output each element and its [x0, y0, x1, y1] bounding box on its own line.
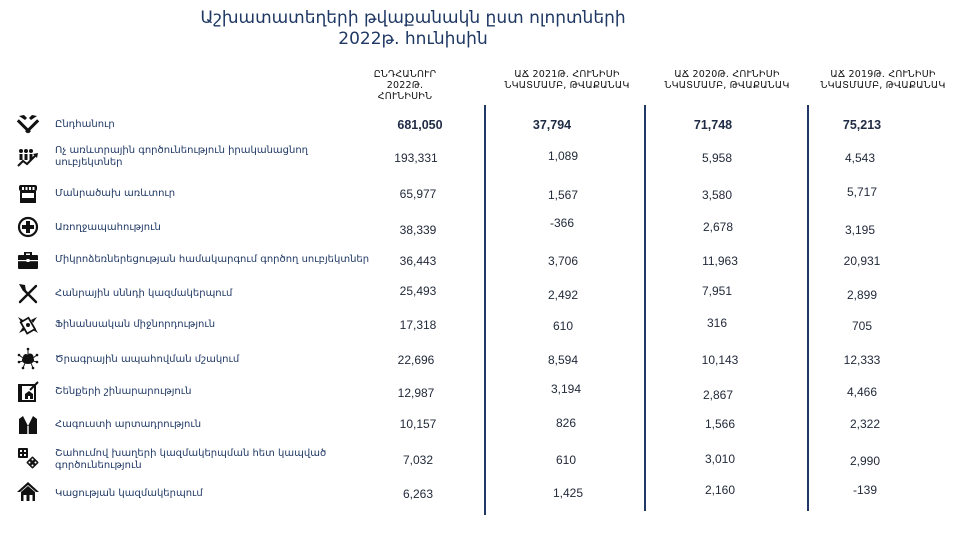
- hammer-pick-icon: [16, 113, 40, 137]
- value-growth-2020: 11,963: [702, 254, 738, 268]
- column-header-line: ԱՃ 2021Թ. ՀՈՒՆԻՍԻ: [514, 69, 620, 80]
- value-growth-2019: 4,543: [844, 151, 876, 165]
- value-total-2022: 25,493: [399, 284, 437, 298]
- row-label: Հագուստի արտադրություն: [55, 419, 202, 430]
- row-label: Հանրային սննդի կազմակերպում: [55, 288, 233, 299]
- value-total-2022: 22,696: [397, 353, 435, 367]
- row-label: Մանրածախ առևտուր: [55, 188, 176, 199]
- table-row: [0, 180, 958, 210]
- title-line-2: 2022թ. հունիսին: [338, 29, 488, 49]
- table-row: [0, 378, 958, 408]
- column-header-line: ԸՆԴՀԱՆՈՒՐ 2022Թ.: [373, 69, 437, 91]
- value-growth-2020: 71,748: [693, 118, 733, 132]
- column-header-line: ԱՃ 2020Թ. ՀՈՒՆԻՍԻ: [674, 69, 780, 80]
- row-label: Կացության կազմակերպում: [55, 488, 203, 499]
- value-growth-2021: 37,794: [532, 118, 572, 132]
- cloud-network-icon: [16, 347, 40, 371]
- suit-jacket-icon: [16, 413, 40, 437]
- value-growth-2019: 12,333: [843, 353, 881, 367]
- value-total-2022: 10,157: [399, 417, 437, 431]
- dice-icon: [16, 446, 40, 470]
- value-growth-2020: 2,678: [702, 220, 734, 234]
- table-row: [0, 143, 958, 173]
- value-total-2022: 6,263: [402, 487, 434, 501]
- row-label: Ընդհանուր: [55, 119, 115, 130]
- value-growth-2020: 2,160: [704, 483, 736, 497]
- value-growth-2019: 5,717: [846, 185, 878, 199]
- value-growth-2020: 1,566: [704, 417, 736, 431]
- blueprint-house-icon: [16, 380, 40, 404]
- value-total-2022: 7,032: [402, 453, 434, 467]
- value-growth-2020: 7,951: [701, 284, 733, 298]
- title-line-1: Աշխատատեղերի թվաքանակն ըստ ոլորտների: [200, 8, 626, 28]
- value-growth-2021: 3,706: [547, 254, 579, 268]
- column-header-total-2022: [355, 69, 455, 102]
- column-header-line: ՆԿԱՏՄԱՄԲ, ԹՎԱՔԱՆԱԿ: [664, 80, 790, 91]
- value-growth-2021: 1,089: [547, 149, 579, 163]
- column-header-line: ՀՈՒՆԻՍԻՆ: [377, 91, 433, 102]
- table-row: [0, 446, 958, 476]
- value-growth-2020: 316: [706, 316, 728, 330]
- medical-cross-icon: [16, 215, 40, 239]
- table-row: [0, 246, 958, 276]
- value-growth-2019: 4,466: [846, 385, 878, 399]
- value-total-2022: 12,987: [397, 386, 435, 400]
- value-growth-2021: 8,594: [547, 353, 579, 367]
- table-row: [0, 279, 958, 309]
- value-growth-2019: 20,931: [843, 254, 881, 268]
- value-growth-2019: 2,990: [849, 454, 881, 468]
- value-growth-2021: 2,492: [547, 288, 579, 302]
- value-growth-2020: 5,958: [701, 151, 733, 165]
- table-row: [0, 345, 958, 375]
- value-growth-2019: 2,899: [846, 288, 878, 302]
- value-growth-2021: 1,425: [552, 486, 584, 500]
- value-growth-2020: 2,867: [702, 388, 734, 402]
- page-title: [0, 8, 826, 50]
- value-growth-2021: 3,194: [550, 382, 582, 396]
- column-header-line: ԱՃ 2019Թ. ՀՈՒՆԻՍԻ: [830, 69, 936, 80]
- value-growth-2020: 10,143: [701, 353, 739, 367]
- table-row: [0, 411, 958, 441]
- value-growth-2020: 3,010: [704, 452, 736, 466]
- column-header-line: ՆԿԱՏՄԱՄԲ, ԹՎԱՔԱՆԱԿ: [504, 80, 630, 91]
- value-growth-2020: 3,580: [701, 188, 733, 202]
- money-wings-icon: [16, 313, 40, 337]
- row-label: Ոչ առևտրային գործունեություն իրականացնող սուբյեկտներ: [55, 145, 309, 168]
- value-growth-2019: 705: [851, 319, 873, 333]
- value-growth-2021: 826: [555, 416, 577, 430]
- row-label: Ֆինանսական միջնորդություն: [55, 319, 216, 330]
- row-label: Միկրոձեռներեցության համակարգում գործող սուբյեկտներ: [55, 254, 370, 265]
- column-header-growth-2019: [808, 69, 958, 91]
- row-label: Առողջապահություն: [55, 222, 161, 233]
- value-growth-2021: 1,567: [547, 188, 579, 202]
- value-growth-2019: 75,213: [842, 118, 882, 132]
- storefront-icon: [16, 182, 40, 206]
- value-growth-2021: -366: [549, 216, 575, 230]
- value-total-2022: 65,977: [399, 187, 437, 201]
- value-growth-2019: 2,322: [849, 417, 881, 431]
- value-total-2022: 17,318: [399, 318, 437, 332]
- fork-knife-icon: [16, 281, 40, 305]
- table-row: [0, 311, 958, 341]
- house-icon: [16, 480, 40, 504]
- column-header-line: ՆԿԱՏՄԱՄԲ, ԹՎԱՔԱՆԱԿ: [820, 80, 946, 91]
- value-total-2022: 36,443: [399, 254, 437, 268]
- value-growth-2019: -139: [852, 483, 878, 497]
- value-growth-2021: 610: [552, 319, 574, 333]
- table-row: [0, 480, 958, 510]
- table-row: [0, 112, 958, 142]
- value-total-2022: 193,331: [394, 151, 438, 165]
- column-header-growth-2021: [492, 69, 642, 91]
- people-growth-icon: [16, 146, 40, 170]
- briefcase-icon: [16, 248, 40, 272]
- column-header-growth-2020: [652, 69, 802, 91]
- value-growth-2019: 3,195: [844, 223, 876, 237]
- row-label: Շահումով խաղերի կազմակերպման հետ կապված գործունեություն: [55, 448, 327, 471]
- row-label: Ծրագրային ապահովման մշակում: [55, 354, 240, 365]
- row-label: Շենքերի շինարարություն: [55, 386, 192, 397]
- table-row: [0, 214, 958, 244]
- value-total-2022: 681,050: [397, 118, 443, 132]
- value-total-2022: 38,339: [399, 223, 437, 237]
- value-growth-2021: 610: [555, 453, 577, 467]
